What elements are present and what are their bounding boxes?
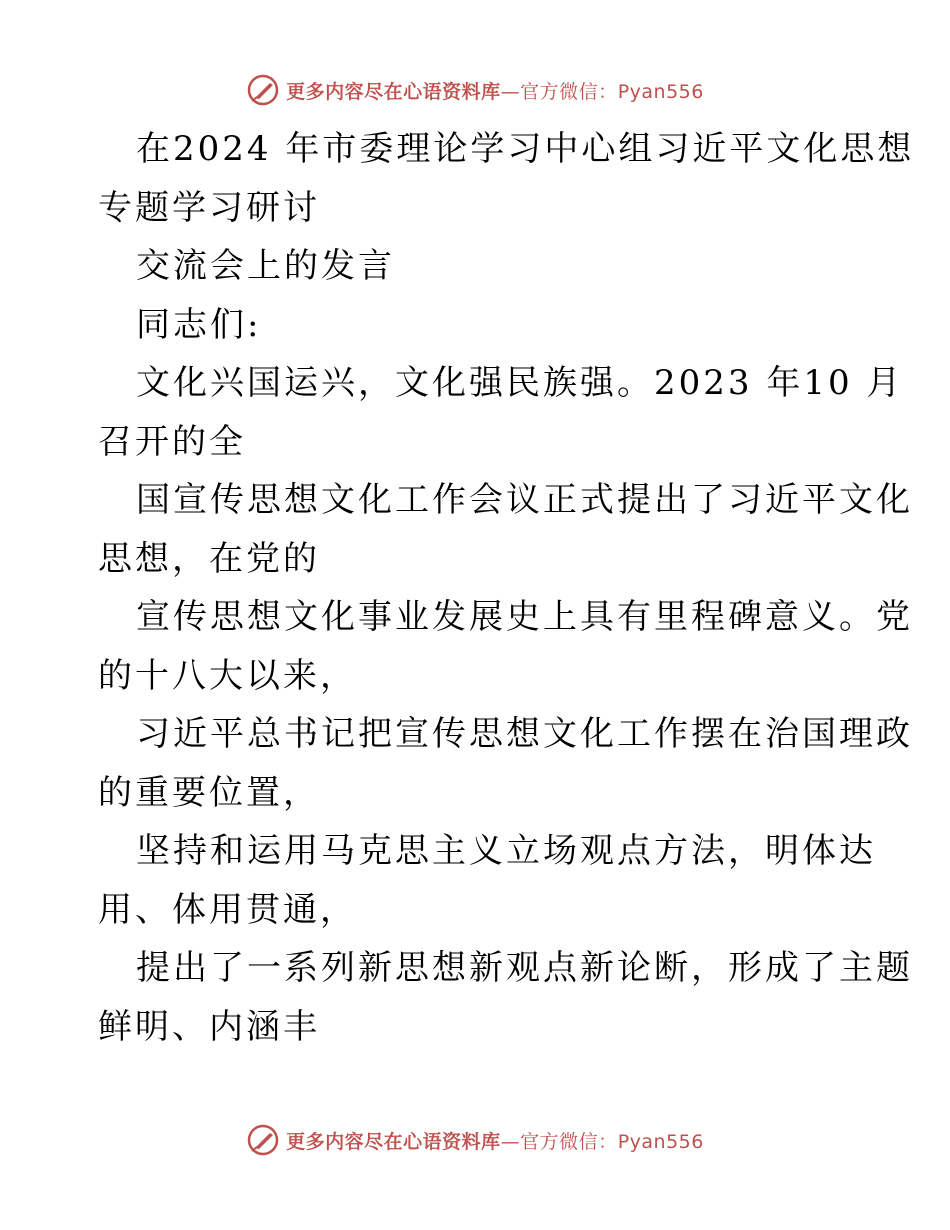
header-watermark	[0, 70, 950, 110]
quill-circle-icon	[246, 73, 280, 107]
text-line: 在2024 年市委理论学习中心组习近平文化思想	[136, 129, 915, 169]
text-line: 鲜明、内涵丰	[98, 1006, 320, 1047]
watermark-text	[286, 77, 704, 104]
text-line: 国宣传思想文化工作会议正式提出了习近平文化	[136, 480, 913, 520]
text-line: 专题学习研讨	[98, 187, 320, 228]
text-line: 的十八大以来，	[98, 655, 357, 696]
text-line: 用、体用贯通，	[98, 889, 357, 930]
watermark-wechat-label: 官方微信：	[520, 80, 618, 103]
text-line: 宣传思想文化事业发展史上具有里程碑意义。党	[136, 597, 913, 637]
text-line: 提出了一系列新思想新观点新论断，形成了主题	[136, 948, 913, 988]
text-line: 文化兴国运兴，文化强民族强。2023 年10 月	[136, 363, 904, 403]
watermark-site-text: 更多内容尽在心语资料库	[286, 80, 501, 103]
text-line: 的重要位置，	[98, 772, 320, 813]
watermark-text	[286, 1127, 704, 1154]
watermark-dash: —	[500, 1130, 521, 1153]
watermark-wechat-id: Pyan556	[617, 80, 704, 103]
watermark-wechat-id: Pyan556	[617, 1130, 704, 1153]
watermark-site-text: 更多内容尽在心语资料库	[286, 1130, 501, 1153]
text-line: 交流会上的发言	[136, 246, 395, 286]
quill-circle-icon	[246, 1123, 280, 1157]
text-line: 习近平总书记把宣传思想文化工作摆在治国理政	[136, 714, 913, 754]
document-body	[98, 120, 915, 1056]
footer-watermark	[0, 1120, 950, 1160]
text-line: 同志们:	[136, 304, 262, 345]
watermark-dash: —	[500, 80, 521, 103]
text-line: 坚持和运用马克思主义立场观点方法，明体达	[136, 831, 876, 871]
text-line: 思想，在党的	[98, 538, 320, 579]
watermark-wechat-label: 官方微信：	[520, 1130, 618, 1153]
text-line: 召开的全	[98, 421, 246, 462]
